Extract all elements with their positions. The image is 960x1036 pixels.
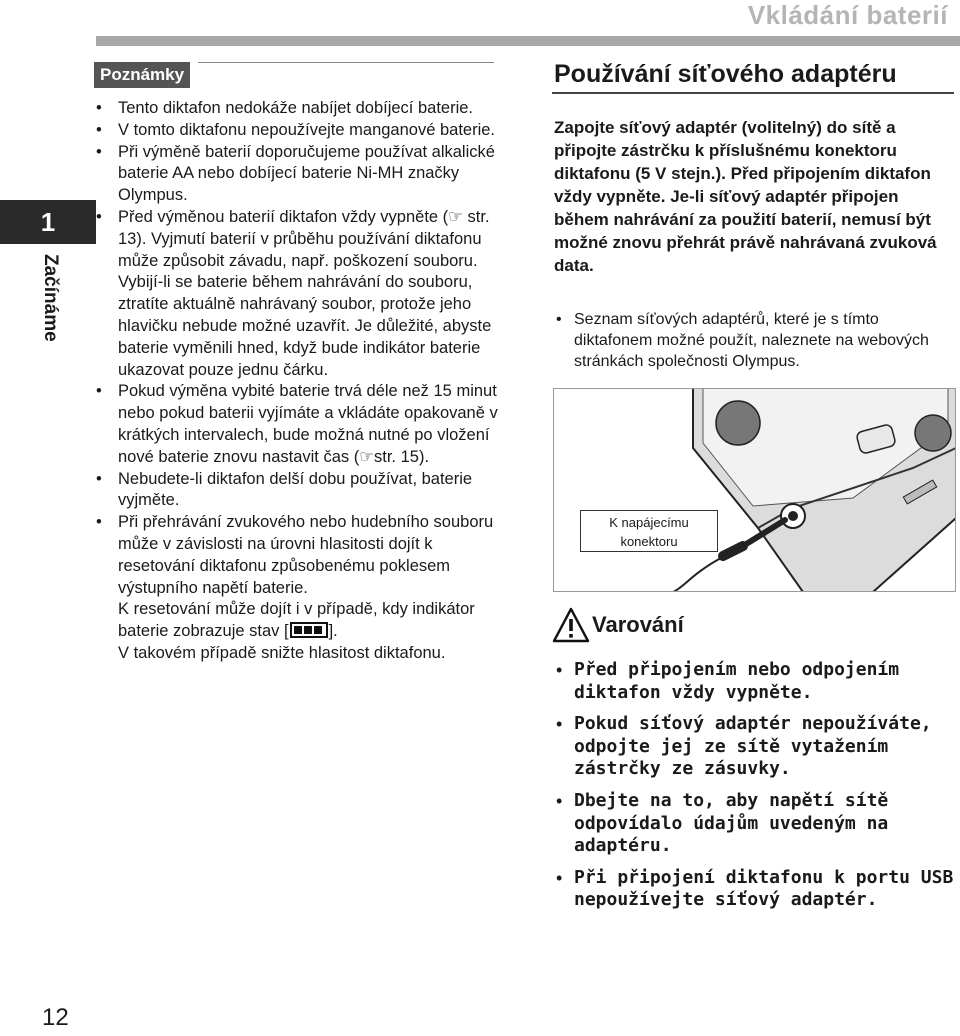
list-item: • V tomto diktafonu nepoužívejte manganové baterie. <box>94 120 498 142</box>
adapter-title-rule <box>552 92 954 94</box>
section-header-title: Vkládání baterií <box>747 0 948 30</box>
list-item: • Pokud výměna vybité baterie trvá déle než 15 minut nebo pokud baterii vyjímáte a vkládáte opakovaně v krátkých intervalech, bude možná nutné po vložení nové baterie znovu nastavit čas (☞str. 15). <box>94 381 498 468</box>
list-item: • Při připojení diktafonu k portu USB nepoužívejte síťový adaptér. <box>552 867 960 912</box>
notes-label: Poznámky <box>94 62 190 88</box>
list-item: • Dbejte na to, aby napětí sítě odpovídalo údajům uvedeným na adaptéru. <box>552 790 960 858</box>
reset-note-text: Při přehrávání zvukového nebo hudebního souboru může v závislosti na úrovni hlasitosti dojít k resetování diktafonu způsobenému poklesem výstupního napětí baterie. <box>118 513 494 597</box>
header-bar <box>96 36 960 46</box>
page-number: 12 <box>42 1004 69 1031</box>
warning-title: Varování <box>592 612 684 637</box>
notes-heading <box>94 62 494 90</box>
adapter-notes-list <box>554 309 958 372</box>
chapter-number-tab: 1 <box>0 200 96 244</box>
list-item: • Před připojením nebo odpojením diktafon vždy vypněte. <box>552 659 960 704</box>
list-item: • Seznam síťových adaptérů, které je s tímto diktafonem možné použít, naleznete na webových stránkách společnosti Olympus. <box>554 309 958 372</box>
list-item: • Před výměnou baterií diktafon vždy vypněte (☞ str. 13). Vyjmutí baterií v průběhu používání diktafonu může způsobit závadu, např. poškození souboru. Vybijí-li se baterie během nahrávání do souboru, ztratíte aktuálně nahrávaný soubor, protože jeho hlavičku nebude možné uzavřít. Je důležité, abyste baterie vyměnili hned, když bude indikátor baterie ukazovat pouze jednu čárku. <box>94 207 498 381</box>
notes-rule <box>198 62 494 63</box>
reset-note-indicator-close: ]. <box>328 622 338 641</box>
reset-note-advice: V takovém případě snižte hlasitost diktafonu. <box>118 643 446 662</box>
battery-full-icon <box>290 622 328 638</box>
list-item: • Pokud síťový adaptér nepoužíváte, odpojte jej ze sítě vytažením zástrčky ze zásuvky. <box>552 713 960 781</box>
list-item <box>94 512 498 665</box>
recorder-adapter-illustration <box>553 388 956 592</box>
list-item: • Tento diktafon nedokáže nabíjet dobíjecí baterie. <box>94 98 498 120</box>
warning-list <box>552 659 960 921</box>
chapter-label-vertical <box>22 254 78 364</box>
list-item: • Při výměně baterií doporučujeme používat alkalické baterie AA nebo dobíjecí baterie Ni-MH značky Olympus. <box>94 142 498 207</box>
adapter-intro: Zapojte síťový adaptér (volitelný) do sítě a připojte zástrčku k příslušnému konektoru diktafonu (5 V stejn.). Před připojením diktafon vždy vypněte. Je-li síťový adaptér připojen během nahrávání za použití baterií, nemusí být možné znovu přehrát právě nahrávaná zvuková data. <box>554 118 937 275</box>
list-item: • Nebudete-li diktafon delší dobu používat, baterie vyjměte. <box>94 469 498 513</box>
warning-triangle-icon <box>552 606 590 644</box>
adapter-section-title: Používání síťového adaptéru <box>554 60 897 88</box>
figure-callout-label: K napájecímu konektoru <box>580 510 718 552</box>
chapter-label: Začínáme <box>40 254 61 342</box>
notes-list <box>94 98 498 665</box>
reset-note-indicator-text: K resetování může dojít i v případě, kdy indikátor baterie zobrazuje stav [ <box>118 600 475 641</box>
